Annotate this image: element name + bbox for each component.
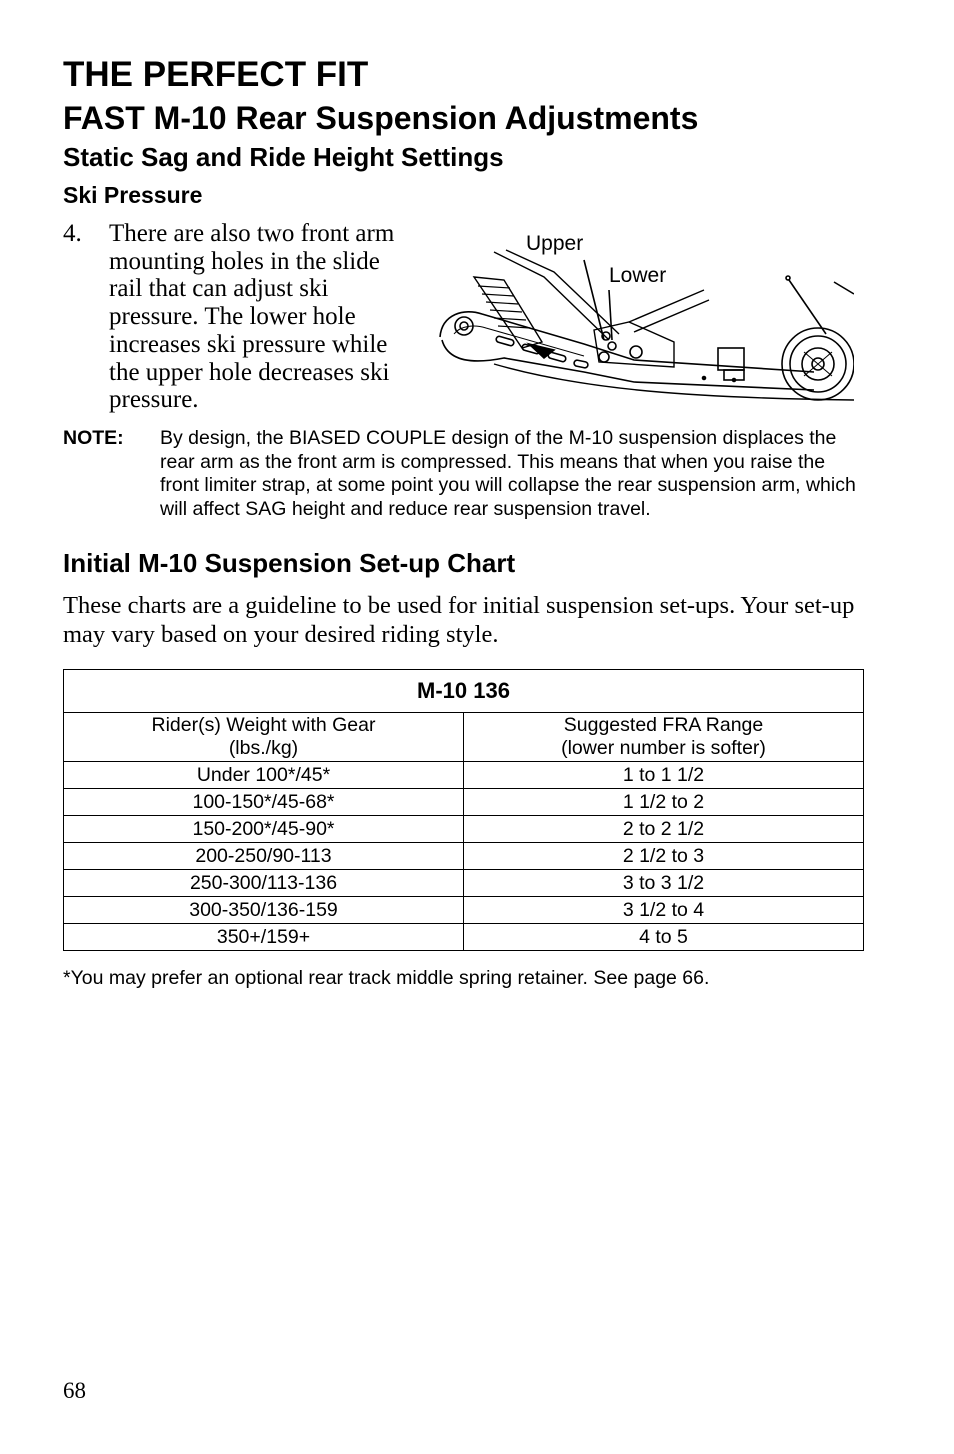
- note-text: By design, the BIASED COUPLE design of the M-10 suspension displaces the rear arm as the front arm is compressed. This means that when you raise the front limiter strap, at some point you will collapse the rear suspension arm, which will affect SAG height and reduce rear suspension travel.: [160, 427, 856, 520]
- fra-table: [63, 669, 864, 951]
- weight-cell: Under 100*/45*: [64, 762, 464, 789]
- table-row: [64, 789, 864, 816]
- chart-heading: Initial M-10 Suspension Set-up Chart: [63, 548, 516, 578]
- column-header-fra: Suggested FRA Range (lower number is softer): [464, 713, 864, 762]
- lower-label: Lower: [609, 264, 667, 287]
- rail-top-edge: [440, 312, 814, 372]
- weight-cell: 100-150*/45-68*: [64, 789, 464, 816]
- topic-heading: Ski Pressure: [63, 182, 203, 208]
- step-text: There are also two front arm mounting holes in the slide rail that can adjust ski pressure. The lower hole increases ski pressure while the upper hole decreases ski pressure.: [109, 220, 395, 414]
- table-title: M-10 136: [64, 670, 864, 713]
- column-header-weight: Rider(s) Weight with Gear (lbs./kg): [64, 713, 464, 762]
- range-cell: 4 to 5: [464, 924, 864, 951]
- weight-cell: 300-350/136-159: [64, 897, 464, 924]
- table-row: [64, 762, 864, 789]
- page-title: THE PERFECT FIT: [63, 55, 369, 94]
- lower-mounting-hole: [608, 342, 616, 350]
- table-row: [64, 843, 864, 870]
- weight-cell: 250-300/113-136: [64, 870, 464, 897]
- chart-intro: These charts are a guideline to be used for initial suspension set-ups. Your set-up may vary based on your desired riding style.: [63, 592, 855, 648]
- suspension-illustration: [434, 222, 854, 412]
- section-heading: FAST M-10 Rear Suspension Adjustments: [63, 100, 699, 136]
- range-cell: 1 to 1 1/2: [464, 762, 864, 789]
- table-row: [64, 924, 864, 951]
- upper-label: Upper: [526, 232, 584, 255]
- range-cell: 3 to 3 1/2: [464, 870, 864, 897]
- range-cell: 2 to 2 1/2: [464, 816, 864, 843]
- table-row: [64, 897, 864, 924]
- subsection-heading: Static Sag and Ride Height Settings: [63, 142, 504, 172]
- step-number: 4.: [63, 220, 82, 247]
- weight-cell: 350+/159+: [64, 924, 464, 951]
- table-row: [64, 816, 864, 843]
- range-cell: 2 1/2 to 3: [464, 843, 864, 870]
- weight-cell: 200-250/90-113: [64, 843, 464, 870]
- range-cell: 3 1/2 to 4: [464, 897, 864, 924]
- table-row: [64, 870, 864, 897]
- lower-leader-line: [609, 290, 612, 340]
- weight-cell: 150-200*/45-90*: [64, 816, 464, 843]
- footnote: *You may prefer an optional rear track middle spring retainer. See page 66.: [63, 967, 710, 989]
- range-cell: 1 1/2 to 2: [464, 789, 864, 816]
- page-number: 68: [63, 1378, 86, 1403]
- note-label: NOTE:: [63, 427, 124, 449]
